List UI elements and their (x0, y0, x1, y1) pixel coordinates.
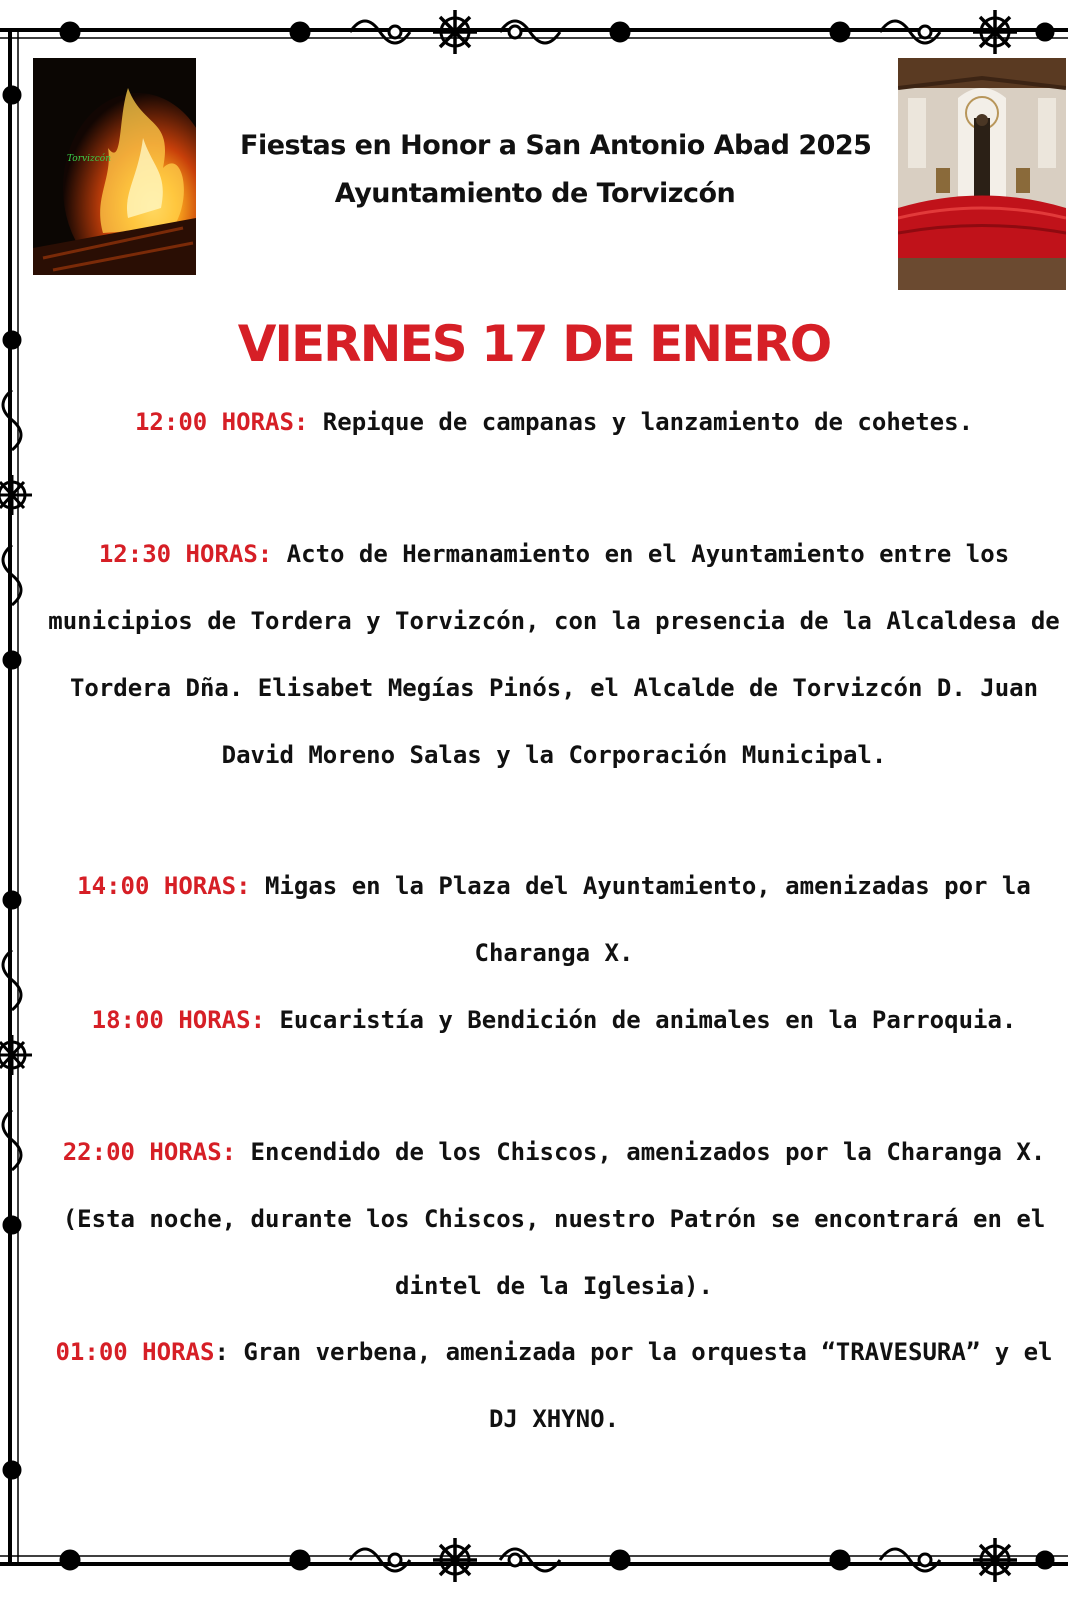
schedule-entry (44, 987, 1064, 1054)
entry-description: : Gran verbena, amenizada por la orquesta “TRAVESURA” y el DJ XHYNO. (214, 1338, 1053, 1433)
entry-description: Repique de campanas y lanzamiento de cohetes. (308, 408, 974, 436)
schedule-entry (44, 1119, 1064, 1320)
church-altar-photo (898, 58, 1066, 290)
entry-description: Migas en la Plaza del Ayuntamiento, amenizadas por la Charanga X. (250, 872, 1031, 967)
event-title: Fiestas en Honor a San Antonio Abad 2025 (240, 130, 872, 161)
day-title: VIERNES 17 DE ENERO (237, 315, 831, 373)
organizer: Ayuntamiento de Torvizcón (334, 178, 736, 209)
bonfire-photo (33, 58, 196, 275)
entry-description: Acto de Hermanamiento en el Ayuntamiento entre los municipios de Tordera y Torvizcón, con la presencia de la Alcaldesa de Tordera Dña. Elisabet Megías Pinós, el Alcalde de Torvizcón D. Juan David Moreno Salas y la Corporación Municipal. (48, 540, 1060, 769)
entry-time: 14:00 HORAS: (77, 872, 251, 900)
entry-time: 12:30 HORAS: (98, 540, 273, 568)
schedule-entry (44, 521, 1064, 789)
entry-time: 12:00 HORAS: (134, 408, 309, 436)
schedule-entry (44, 1319, 1064, 1453)
header (240, 122, 872, 218)
entry-description: Eucaristía y Bendición de animales en la Parroquia. (265, 1006, 1017, 1034)
bonfire-photo-caption: Torvizcón (67, 154, 111, 164)
entry-description: Encendido de los Chiscos, amenizados por la Charanga X. (Esta noche, durante los Chiscos, nuestro Patrón se encontrará en el dintel de la Iglesia). (62, 1138, 1046, 1300)
entry-time: 18:00 HORAS: (91, 1006, 266, 1034)
entry-time: 22:00 HORAS: (62, 1138, 237, 1166)
schedule-entry (44, 389, 1064, 456)
entry-time: 01:00 HORAS (55, 1338, 215, 1366)
schedule-entry (44, 853, 1064, 987)
